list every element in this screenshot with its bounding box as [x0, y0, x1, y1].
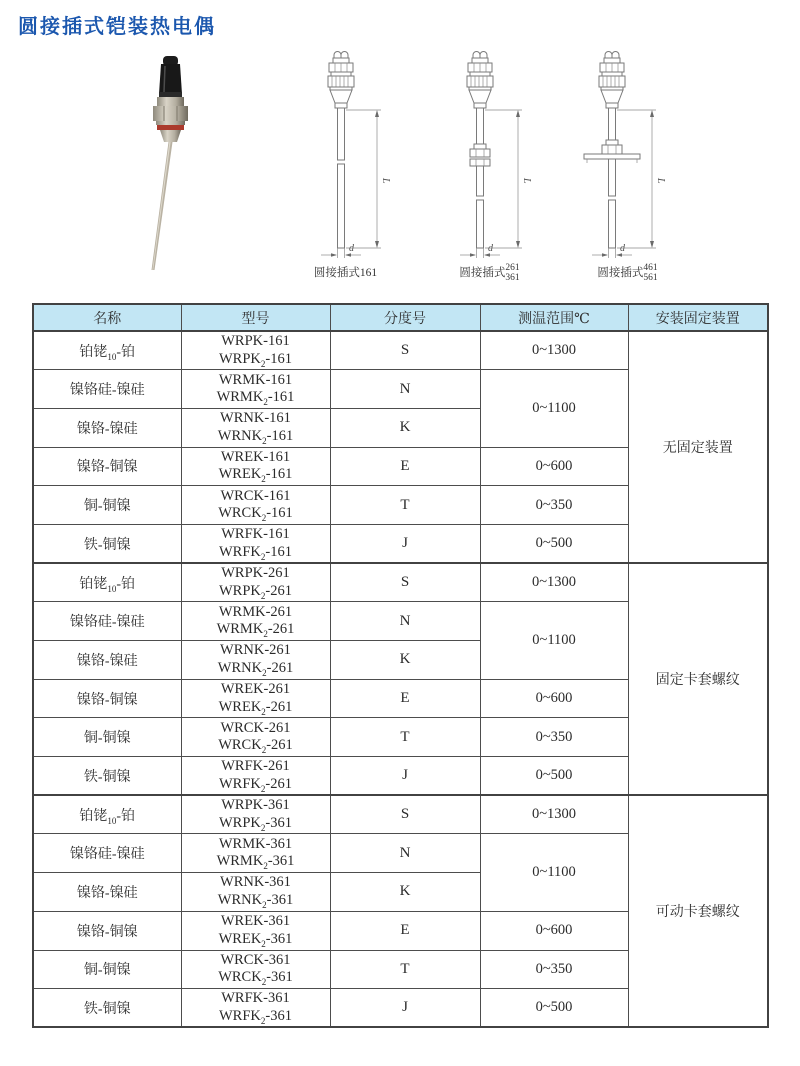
- col-header-fixing: 安装固定装置: [628, 304, 768, 331]
- cell-model: WREK-361 $WREK_2-361$: [181, 911, 330, 950]
- cell-name: 铜-铜镍: [33, 950, 181, 989]
- dim-label-L: L: [655, 178, 666, 184]
- drawing-161-image: [293, 50, 398, 262]
- col-header-model: 型号: [181, 304, 330, 331]
- cell-grad: T: [330, 486, 480, 525]
- cell-range: 0~1100: [480, 370, 628, 447]
- cell-range: 0~600: [480, 447, 628, 486]
- drawing-261-361: [432, 50, 547, 283]
- ferrule-nut-lower: [470, 159, 490, 166]
- cell-range: 0~1300: [480, 331, 628, 370]
- cell-model: WRPK-261 $WRPK_2-261$: [181, 563, 330, 602]
- cell-range: 0~1300: [480, 563, 628, 602]
- cell-grad: K: [330, 408, 480, 447]
- cell-grad: N: [330, 834, 480, 873]
- cell-grad: T: [330, 950, 480, 989]
- cell-range: 0~500: [480, 989, 628, 1028]
- cell-grad: E: [330, 447, 480, 486]
- cell-name: 镍铬-铜镍: [33, 679, 181, 718]
- cell-range: 0~1300: [480, 795, 628, 834]
- table-row: [33, 331, 768, 370]
- table-body: [33, 331, 768, 1027]
- caption-stack: 461 561: [643, 263, 658, 283]
- cell-model: WRPK-361 $WRPK_2-361$: [181, 795, 330, 834]
- cell-grad: S: [330, 563, 480, 602]
- cell-range: 0~1100: [480, 602, 628, 679]
- cell-model: WRNK-361 $WRNK_2-361$: [181, 873, 330, 912]
- ferrule-collar: [474, 144, 486, 149]
- cell-fixing: 可动卡套螺纹: [628, 795, 768, 1027]
- table-header: [33, 304, 768, 331]
- probe-lower: [338, 164, 345, 248]
- mounting-flange: [584, 154, 640, 159]
- cell-model: WRMK-261 $WRMK_2-261$: [181, 602, 330, 641]
- caption-stack: 261 361: [505, 263, 520, 283]
- cell-name: 铂铑$_{10}$-铂: [33, 563, 181, 602]
- cell-grad: N: [330, 370, 480, 409]
- cell-model: WRPK-161 $WRPK_2-161$: [181, 331, 330, 370]
- cell-range: 0~1100: [480, 834, 628, 911]
- cell-grad: T: [330, 718, 480, 757]
- ferrule-collar: [606, 140, 618, 145]
- thermocouple-photo: [123, 52, 218, 277]
- cell-grad: E: [330, 679, 480, 718]
- page-title: 圆接插式铠装热电偶: [18, 16, 216, 38]
- cell-grad: N: [330, 602, 480, 641]
- table-row: [33, 563, 768, 602]
- probe-sheath: [152, 142, 173, 270]
- cell-name: 镍铬-铜镍: [33, 447, 181, 486]
- cell-model: WRCK-161 $WRCK_2-161$: [181, 486, 330, 525]
- cell-grad: J: [330, 989, 480, 1028]
- cell-model: WRMK-361 $WRMK_2-361$: [181, 834, 330, 873]
- cell-grad: S: [330, 331, 480, 370]
- cell-model: WRFK-361 $WRFK_2-361$: [181, 989, 330, 1028]
- cell-name: 铁-铜镍: [33, 989, 181, 1028]
- connector-body: [159, 64, 182, 94]
- cell-grad: J: [330, 757, 480, 796]
- dim-label-L: L: [521, 178, 532, 184]
- cell-range: 0~500: [480, 524, 628, 563]
- dim-label-d: d: [488, 243, 493, 254]
- cell-name: 铁-铜镍: [33, 524, 181, 563]
- cell-name: 铜-铜镍: [33, 718, 181, 757]
- cell-name: 铁-铜镍: [33, 757, 181, 796]
- ferrule-nut: [602, 145, 622, 154]
- cell-name: 镍铬-镍硅: [33, 408, 181, 447]
- cell-name: 铂铑$_{10}$-铂: [33, 331, 181, 370]
- cell-name: 镍铬硅-镍硅: [33, 370, 181, 409]
- cell-range: 0~350: [480, 718, 628, 757]
- drawing-461-561-image: [560, 50, 695, 262]
- cell-grad: J: [330, 524, 480, 563]
- cell-range: 0~350: [480, 950, 628, 989]
- cell-fixing: 固定卡套螺纹: [628, 563, 768, 795]
- cell-model: WREK-161 $WREK_2-161$: [181, 447, 330, 486]
- cell-model: WRNK-261 $WRNK_2-261$: [181, 641, 330, 680]
- caption-text: 圆接插式: [597, 267, 644, 280]
- dim-label-d: d: [349, 243, 354, 254]
- cell-model: WRCK-361 $WRCK_2-361$: [181, 950, 330, 989]
- caption-text: 圆接插式: [459, 267, 506, 280]
- ferrule-nut-upper: [470, 149, 490, 157]
- hex-nut: [153, 106, 188, 121]
- cell-range: 0~500: [480, 757, 628, 796]
- cell-model: WRFK-261 $WRFK_2-261$: [181, 757, 330, 796]
- connector-collar: [157, 97, 184, 106]
- cell-model: WRFK-161 $WRFK_2-161$: [181, 524, 330, 563]
- col-header-grad: 分度号: [330, 304, 480, 331]
- cell-grad: K: [330, 873, 480, 912]
- cell-grad: K: [330, 641, 480, 680]
- probe-upper: [338, 108, 345, 160]
- cell-name: 镍铬-铜镍: [33, 911, 181, 950]
- dim-label-d: d: [620, 243, 625, 254]
- thermocouple-photo-image: [123, 52, 218, 277]
- cell-name: 镍铬硅-镍硅: [33, 834, 181, 873]
- cell-range: 0~600: [480, 679, 628, 718]
- red-washer: [157, 125, 184, 130]
- table-row: [33, 795, 768, 834]
- drawing-161-caption: [293, 264, 398, 280]
- cell-name: 镍铬-镍硅: [33, 641, 181, 680]
- cell-grad: E: [330, 911, 480, 950]
- drawing-461-561: [560, 50, 695, 283]
- cell-range: 0~600: [480, 911, 628, 950]
- cell-name: 铂铑$_{10}$-铂: [33, 795, 181, 834]
- drawing-161: [293, 50, 398, 280]
- drawing-261-361-image: [432, 50, 547, 262]
- cell-fixing: 无固定装置: [628, 331, 768, 563]
- cell-model: WRNK-161 $WRNK_2-161$: [181, 408, 330, 447]
- spec-table: [32, 303, 769, 1028]
- caption-text: 圆接插式161: [313, 267, 378, 279]
- cell-name: 镍铬硅-镍硅: [33, 602, 181, 641]
- col-header-name: 名称: [33, 304, 181, 331]
- drawing-261-361-caption: [432, 264, 547, 283]
- cell-name: 镍铬-镍硅: [33, 873, 181, 912]
- drawing-461-561-caption: [560, 264, 695, 283]
- cell-model: WRMK-161 $WRMK_2-161$: [181, 370, 330, 409]
- col-header-range: 测温范围℃: [480, 304, 628, 331]
- cell-grad: S: [330, 795, 480, 834]
- cell-range: 0~350: [480, 486, 628, 525]
- cell-model: WRCK-261 $WRCK_2-261$: [181, 718, 330, 757]
- cell-model: WREK-261 $WREK_2-261$: [181, 679, 330, 718]
- dim-label-L: L: [380, 178, 391, 184]
- cell-name: 铜-铜镍: [33, 486, 181, 525]
